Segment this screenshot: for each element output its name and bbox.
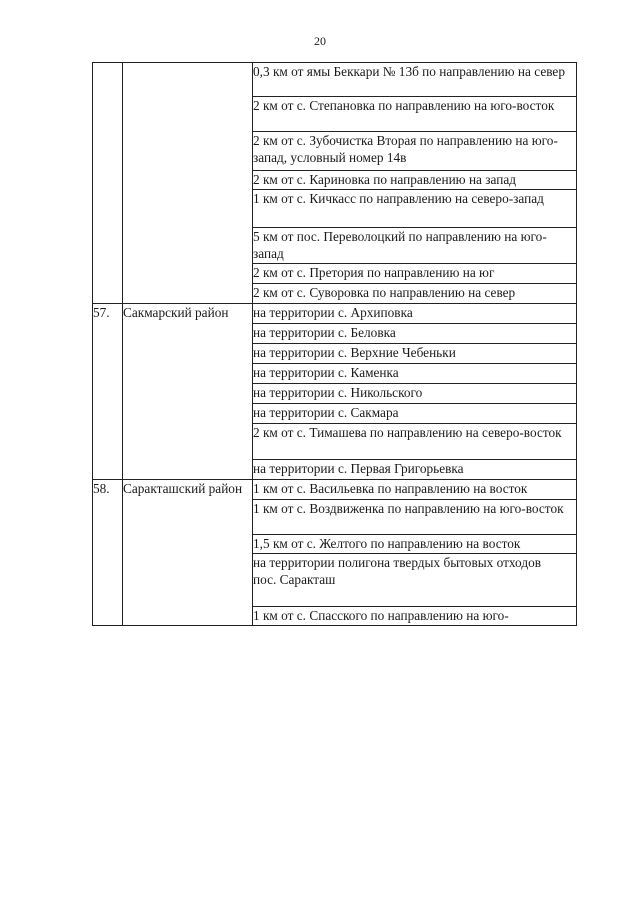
location-text: на территории с. Сакмара: [253, 405, 399, 420]
location-text: на территории с. Первая Григорьевка: [253, 461, 464, 476]
location-text: на территории с. Каменка: [253, 365, 399, 380]
location-text: на территории с. Беловка: [253, 325, 396, 340]
location-cell: [253, 132, 577, 171]
location-text: 0,3 км от ямы Беккари № 13б по направлению на север: [253, 64, 565, 79]
row-number: 57.: [93, 304, 123, 480]
location-cell: [253, 500, 577, 535]
number-cell: [93, 63, 123, 304]
location-cell: [253, 284, 577, 304]
table-row: [93, 63, 577, 97]
location-text: 1 км от с. Васильевка по направлению на восток: [253, 481, 528, 496]
location-cell: [253, 304, 577, 324]
locations-table: [92, 62, 577, 626]
location-text: на территории полигона твердых бытовых отходов: [253, 555, 542, 570]
location-text: 2 км от с. Зубочистка Вторая по направлению на юго-запад, условный номер 14в: [253, 133, 558, 165]
location-cell: [253, 480, 577, 500]
location-text: на территории с. Верхние Чебеньки: [253, 345, 456, 360]
location-cell: [253, 264, 577, 284]
location-cell: [253, 554, 577, 607]
location-cell: [253, 344, 577, 364]
location-cell: [253, 535, 577, 554]
district-name: Сакмарский район: [123, 304, 253, 480]
location-cell: [253, 384, 577, 404]
location-cell: [253, 190, 577, 228]
location-cell: [253, 404, 577, 424]
row-number: 58.: [93, 480, 123, 626]
location-text: 2 км от с. Суворовка по направлению на север: [253, 285, 516, 300]
district-cell: [123, 63, 253, 304]
location-text: 2 км от с. Степановка по направлению на юго-восток: [253, 98, 555, 113]
location-cell: [253, 460, 577, 480]
location-text: 5 км от пос. Переволоцкий по направлению на юго-запад: [253, 229, 547, 261]
location-cell: [253, 228, 577, 264]
location-text: на территории с. Никольского: [253, 385, 423, 400]
location-text: 2 км от с. Претория по направлению на юг: [253, 265, 495, 280]
location-cell: [253, 63, 577, 97]
location-cell: [253, 171, 577, 190]
location-text: 1 км от с. Кичкасс по направлению на северо-запад: [253, 191, 544, 206]
location-cell: [253, 607, 577, 626]
location-cell: [253, 324, 577, 344]
page-number: 20: [314, 34, 326, 48]
location-cell: [253, 97, 577, 132]
location-text: 1,5 км от с. Желтого по направлению на восток: [253, 536, 521, 551]
location-text: пос. Саракташ: [253, 572, 336, 587]
location-cell: [253, 364, 577, 384]
location-text: 2 км от с. Тимашева по направлению на северо-восток: [253, 425, 562, 440]
district-name: Саракташский район: [123, 480, 253, 626]
location-text: 2 км от с. Кариновка по направлению на запад: [253, 172, 517, 187]
location-text: 1 км от с. Спасского по направлению на юго-: [253, 608, 509, 623]
location-text: на территории с. Архиповка: [253, 305, 413, 320]
location-cell: [253, 424, 577, 460]
location-text: 1 км от с. Воздвиженка по направлению на юго-восток: [253, 501, 564, 516]
table-row: [93, 480, 577, 500]
table-row: [93, 304, 577, 324]
